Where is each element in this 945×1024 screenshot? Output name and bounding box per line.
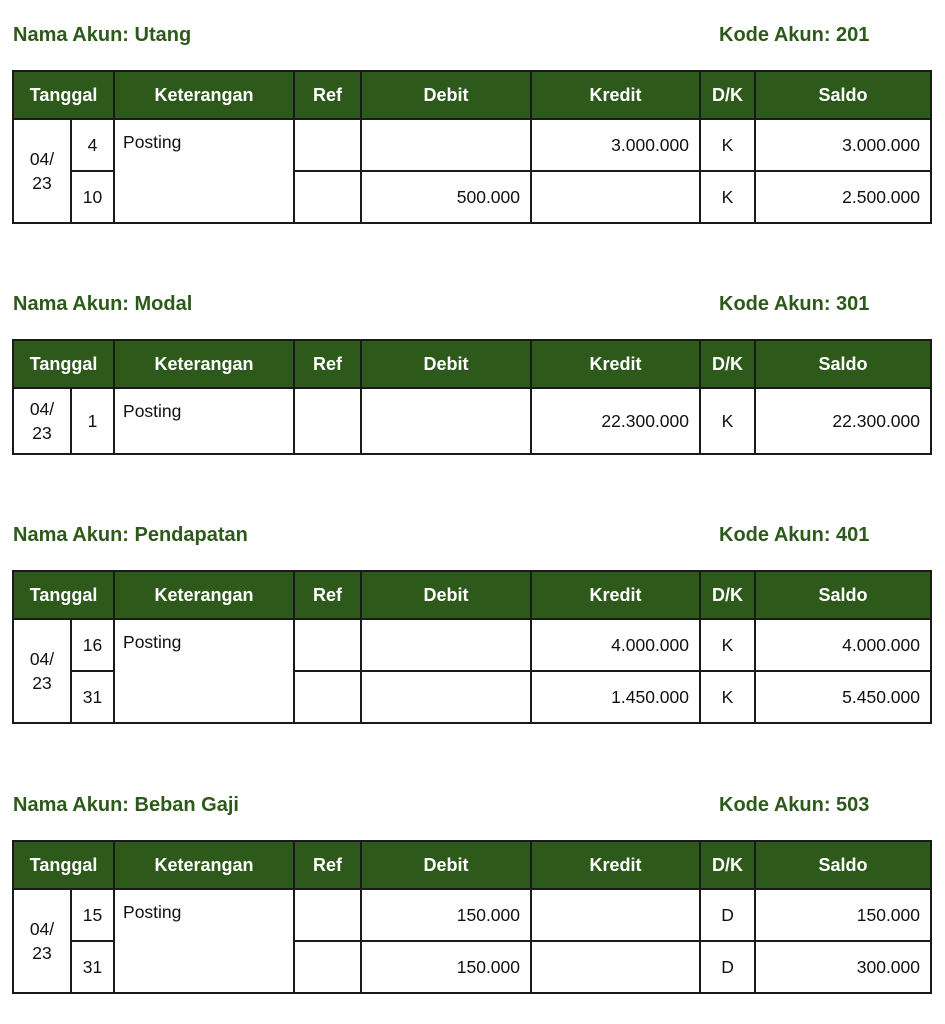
- header-debit: Debit: [361, 71, 531, 119]
- ledger-header: [12, 782, 930, 822]
- saldo-cell: 4.000.000: [755, 619, 931, 671]
- dk-cell: K: [700, 119, 755, 171]
- description-cell: Posting: [114, 388, 294, 454]
- debit-cell: 500.000: [361, 171, 531, 223]
- ledger-modal: [12, 281, 930, 443]
- year-line: 23: [32, 943, 52, 963]
- saldo-cell: 22.300.000: [755, 388, 931, 454]
- header-tanggal: Tanggal: [13, 340, 114, 388]
- table-header-row: [13, 571, 931, 619]
- kredit-cell: [531, 889, 700, 941]
- table-header-row: [13, 841, 931, 889]
- kredit-cell: 4.000.000: [531, 619, 700, 671]
- header-debit: Debit: [361, 571, 531, 619]
- ledger-header: [12, 512, 930, 552]
- month-cell: [13, 119, 71, 223]
- month-cell: [13, 889, 71, 993]
- table-header-row: [13, 340, 931, 388]
- day-cell: 1: [71, 388, 114, 454]
- debit-cell: 150.000: [361, 889, 531, 941]
- ref-cell: [294, 119, 361, 171]
- ledger-table: [12, 70, 932, 224]
- kredit-cell: 22.300.000: [531, 388, 700, 454]
- header-debit: Debit: [361, 841, 531, 889]
- header-ref: Ref: [294, 71, 361, 119]
- header-tanggal: Tanggal: [13, 571, 114, 619]
- header-dk: D/K: [700, 571, 755, 619]
- table-row: [13, 889, 931, 941]
- kredit-cell: [531, 171, 700, 223]
- header-dk: D/K: [700, 71, 755, 119]
- header-keterangan: Keterangan: [114, 71, 294, 119]
- ledger-header: [12, 281, 930, 321]
- header-keterangan: Keterangan: [114, 841, 294, 889]
- header-tanggal: Tanggal: [13, 71, 114, 119]
- dk-cell: K: [700, 171, 755, 223]
- ledger-header: [12, 12, 930, 52]
- header-saldo: Saldo: [755, 340, 931, 388]
- account-name: Nama Akun: Beban Gaji: [13, 794, 239, 816]
- dk-cell: D: [700, 941, 755, 993]
- header-saldo: Saldo: [755, 841, 931, 889]
- kredit-cell: 3.000.000: [531, 119, 700, 171]
- header-kredit: Kredit: [531, 340, 700, 388]
- header-saldo: Saldo: [755, 71, 931, 119]
- saldo-cell: 300.000: [755, 941, 931, 993]
- ref-cell: [294, 671, 361, 723]
- header-tanggal: Tanggal: [13, 841, 114, 889]
- header-dk: D/K: [700, 841, 755, 889]
- table-row: [13, 619, 931, 671]
- month-line: 04/: [29, 149, 55, 169]
- month-line: 04/: [29, 919, 55, 939]
- account-code: Kode Akun: 301: [719, 293, 870, 315]
- account-code: Kode Akun: 401: [719, 524, 870, 546]
- debit-cell: [361, 619, 531, 671]
- ref-cell: [294, 889, 361, 941]
- saldo-cell: 2.500.000: [755, 171, 931, 223]
- header-kredit: Kredit: [531, 841, 700, 889]
- year-line: 23: [32, 673, 52, 693]
- ledger-utang: [12, 12, 930, 207]
- dk-cell: D: [700, 889, 755, 941]
- year-line: 23: [32, 173, 52, 193]
- header-ref: Ref: [294, 340, 361, 388]
- table-row: [13, 119, 931, 171]
- debit-cell: [361, 119, 531, 171]
- day-cell: 16: [71, 619, 114, 671]
- dk-cell: K: [700, 388, 755, 454]
- header-kredit: Kredit: [531, 571, 700, 619]
- day-cell: 15: [71, 889, 114, 941]
- day-cell: 10: [71, 171, 114, 223]
- ref-cell: [294, 388, 361, 454]
- header-debit: Debit: [361, 340, 531, 388]
- ref-cell: [294, 941, 361, 993]
- account-code: Kode Akun: 503: [719, 794, 870, 816]
- day-cell: 31: [71, 671, 114, 723]
- header-saldo: Saldo: [755, 571, 931, 619]
- header-dk: D/K: [700, 340, 755, 388]
- header-keterangan: Keterangan: [114, 340, 294, 388]
- header-ref: Ref: [294, 841, 361, 889]
- debit-cell: 150.000: [361, 941, 531, 993]
- saldo-cell: 5.450.000: [755, 671, 931, 723]
- saldo-cell: 3.000.000: [755, 119, 931, 171]
- month-cell: [13, 388, 71, 454]
- ref-cell: [294, 619, 361, 671]
- dk-cell: K: [700, 671, 755, 723]
- header-ref: Ref: [294, 571, 361, 619]
- ledger-table: [12, 570, 932, 724]
- kredit-cell: 1.450.000: [531, 671, 700, 723]
- day-cell: 4: [71, 119, 114, 171]
- kredit-cell: [531, 941, 700, 993]
- ledger-table: [12, 840, 932, 994]
- ledger-beban-gaji: [12, 782, 930, 977]
- description-cell: Posting: [114, 119, 294, 223]
- month-cell: [13, 619, 71, 723]
- description-cell: Posting: [114, 889, 294, 993]
- year-line: 23: [32, 423, 52, 443]
- month-line: 04/: [29, 399, 55, 419]
- table-header-row: [13, 71, 931, 119]
- debit-cell: [361, 388, 531, 454]
- dk-cell: K: [700, 619, 755, 671]
- month-line: 04/: [29, 649, 55, 669]
- header-keterangan: Keterangan: [114, 571, 294, 619]
- ledger-pendapatan: [12, 512, 930, 707]
- ledger-table: [12, 339, 932, 455]
- account-name: Nama Akun: Pendapatan: [13, 524, 248, 546]
- ref-cell: [294, 171, 361, 223]
- header-kredit: Kredit: [531, 71, 700, 119]
- account-name: Nama Akun: Modal: [13, 293, 193, 315]
- day-cell: 31: [71, 941, 114, 993]
- description-cell: Posting: [114, 619, 294, 723]
- account-name: Nama Akun: Utang: [13, 24, 192, 46]
- debit-cell: [361, 671, 531, 723]
- saldo-cell: 150.000: [755, 889, 931, 941]
- account-code: Kode Akun: 201: [719, 24, 870, 46]
- table-row: [13, 388, 931, 454]
